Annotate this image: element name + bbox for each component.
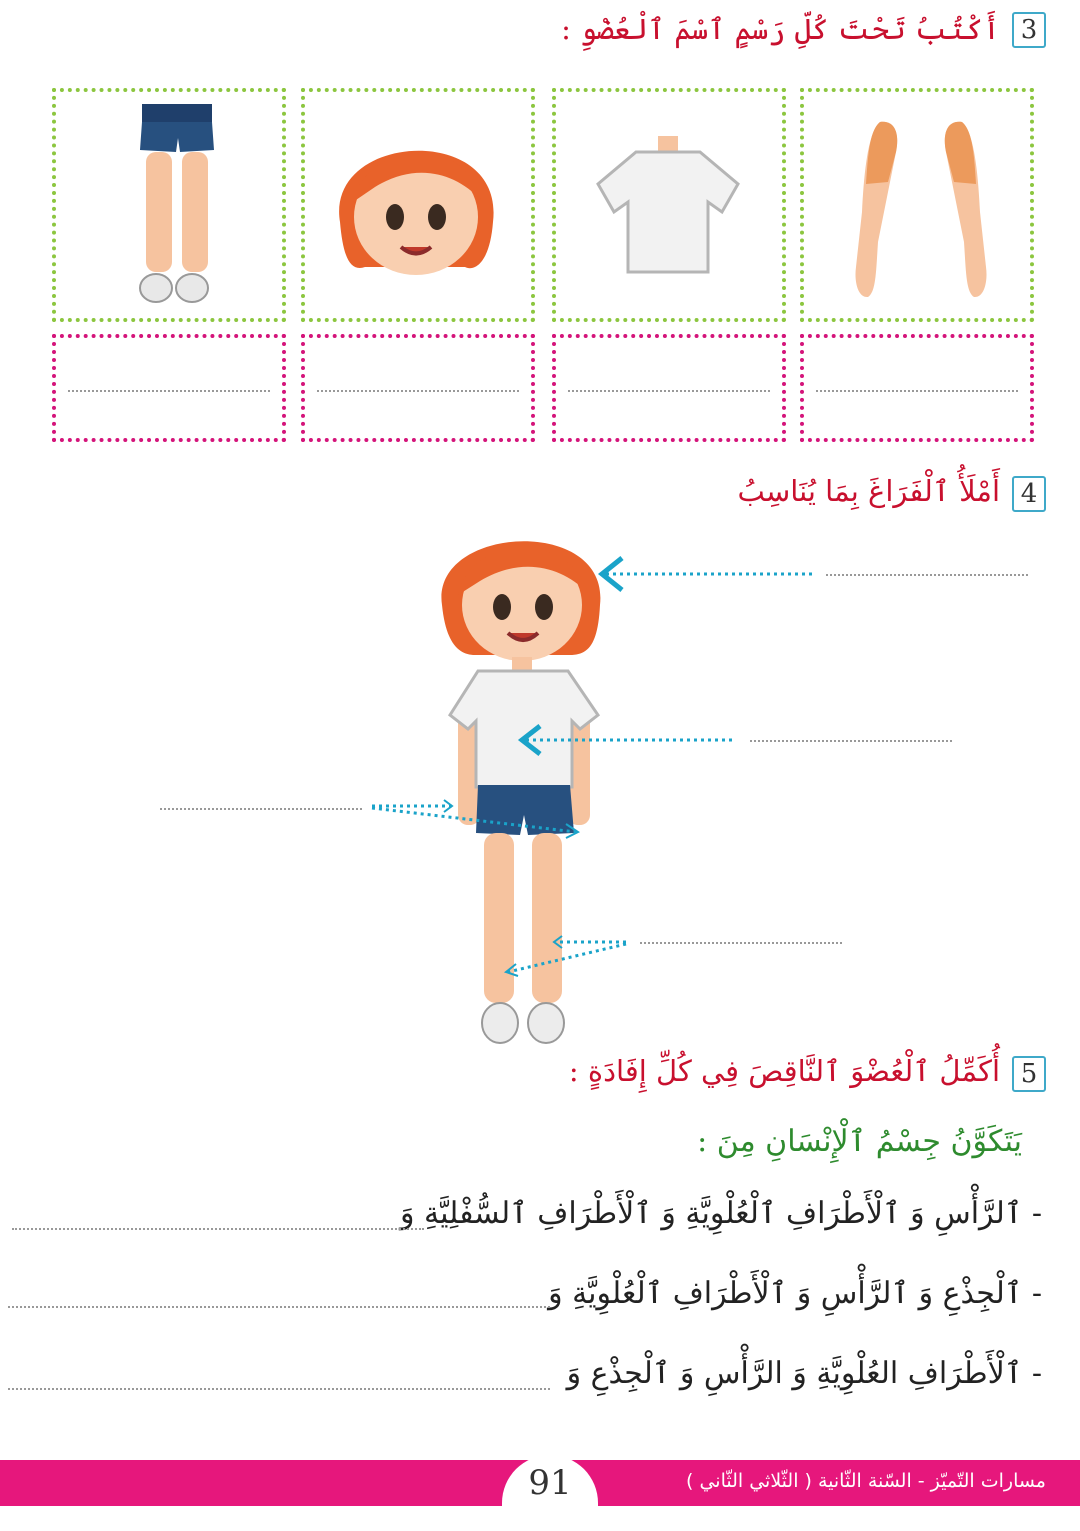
head-icon xyxy=(305,92,531,318)
legs-answer-line[interactable] xyxy=(640,942,842,944)
answer-box-shirt[interactable] xyxy=(552,334,786,442)
question-5-title: أُكَمِّلُ ٱلْعُضْوَ ٱلنَّاقِصَ فِي كُلِّ إِفَادَةٍ : xyxy=(568,1054,1000,1088)
answer-box-arms[interactable] xyxy=(800,334,1034,442)
trunk-answer-line[interactable] xyxy=(750,740,952,742)
picture-box-arms xyxy=(800,88,1034,322)
arms-icon xyxy=(804,92,1030,318)
question-3-title: أَكْتُبُ تَحْتَ كُلِّ رَسْمٍ ٱسْمَ ٱلْعُضْوِ : xyxy=(561,12,1000,46)
picture-box-shirt xyxy=(552,88,786,322)
sentence-1: - ٱلرَّأْسِ وَ ٱلْأَطْرَافِ ٱلْعُلْوِيَّةِ وَ ٱلْأَطْرَافِ ٱلسُّفْلِيَّةِ وَ xyxy=(400,1196,1042,1231)
answer-box-head[interactable] xyxy=(301,334,535,442)
page-number: 91 xyxy=(502,1455,598,1511)
arms-answer-line[interactable] xyxy=(160,808,362,810)
picture-box-legs xyxy=(52,88,286,322)
label-arrows xyxy=(0,540,1080,980)
footer-text: مسارات التّميّز - السّنة الثّانية ( الثّلاثي الثّاني ) xyxy=(686,1470,1046,1492)
answer-line xyxy=(68,390,270,392)
sentence-3: - ٱلْأَطْرَافِ العُلْوِيَّةِ وَ الرَّأْسِ وَ ٱلْجِذْعِ وَ xyxy=(566,1356,1042,1391)
head-answer-line[interactable] xyxy=(826,574,1028,576)
question-5-intro: يَتَكَوَّنُ جِسْمُ ٱلْإِنْسَانِ مِنَ : xyxy=(697,1124,1022,1159)
question-4-title: أَمْلَأُ ٱلْفَرَاغَ بِمَا يُنَاسِبُ xyxy=(737,474,1000,508)
answer-box-legs[interactable] xyxy=(52,334,286,442)
sentence-2-answer-line[interactable] xyxy=(8,1306,550,1308)
question-5-number: 5 xyxy=(1012,1056,1046,1092)
answer-line xyxy=(816,390,1018,392)
question-4-number: 4 xyxy=(1012,476,1046,512)
legs-icon xyxy=(56,92,282,318)
picture-box-head xyxy=(301,88,535,322)
sentence-1-answer-line[interactable] xyxy=(12,1228,424,1230)
question-3-number: 3 xyxy=(1012,12,1046,48)
sentence-2: - ٱلْجِذْعِ وَ ٱلرَّأْسِ وَ ٱلْأَطْرَافِ ٱلْعُلْوِيَّةِ وَ xyxy=(548,1276,1042,1311)
shirt-icon xyxy=(556,92,782,318)
answer-line xyxy=(568,390,770,392)
answer-line xyxy=(317,390,519,392)
sentence-3-answer-line[interactable] xyxy=(8,1388,550,1390)
